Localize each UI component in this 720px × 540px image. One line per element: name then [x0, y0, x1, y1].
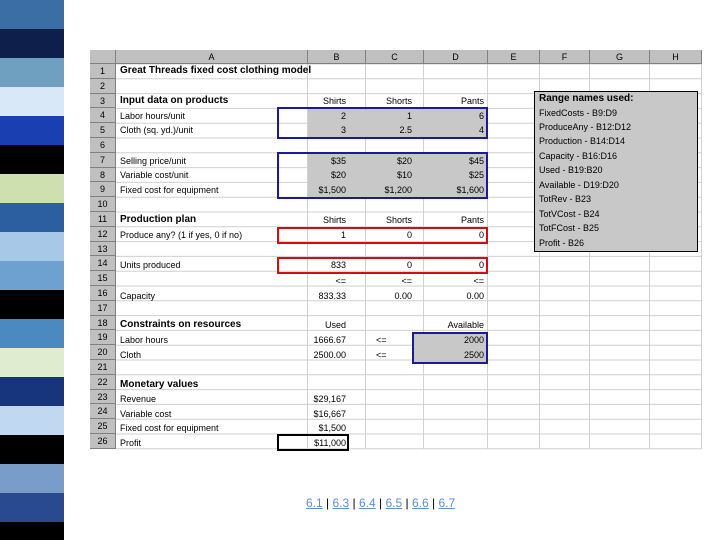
column-header-b[interactable]: B	[308, 50, 366, 64]
footer-nav	[306, 496, 455, 510]
c-cloth-d[interactable]: 2500	[463, 350, 484, 360]
row-header[interactable]: 2	[90, 79, 116, 94]
stripe-block	[0, 435, 64, 464]
units-c[interactable]: 0	[406, 260, 412, 270]
row-header[interactable]: 13	[90, 242, 116, 257]
units-d[interactable]: 0	[478, 260, 484, 270]
plan-header-label[interactable]: Production plan	[120, 214, 197, 225]
row-header[interactable]: 3	[90, 94, 116, 109]
varcost-d[interactable]: $25	[468, 170, 484, 180]
row-header[interactable]: 18	[90, 316, 116, 331]
stripe-block	[0, 87, 64, 116]
range-name-item: TotVCost - B24	[539, 209, 600, 219]
capacity-d[interactable]: 0.00	[466, 291, 484, 301]
c-cloth-label[interactable]: Cloth	[120, 350, 142, 360]
produce-label[interactable]: Produce any? (1 if yes, 0 if no)	[120, 230, 243, 240]
column-header-h[interactable]: H	[650, 50, 702, 64]
row-header[interactable]: 10	[90, 197, 116, 212]
constraints-d[interactable]: Available	[447, 320, 484, 330]
row-header[interactable]: 21	[90, 360, 116, 375]
stripe-block	[0, 174, 64, 203]
le-b[interactable]: <=	[335, 276, 346, 286]
produce-b[interactable]: 1	[340, 230, 346, 240]
capacity-label[interactable]: Capacity	[120, 291, 156, 301]
capacity-b[interactable]: 833.33	[318, 291, 346, 301]
range-name-item: Production - B14:D14	[539, 136, 626, 146]
row-header[interactable]: 5	[90, 123, 116, 138]
input-header-b[interactable]: Shirts	[322, 96, 346, 106]
link-6-3[interactable]: 6.3	[332, 496, 350, 510]
c-labor-label[interactable]: Labor hours	[120, 335, 169, 345]
c-cloth-c[interactable]: <=	[376, 350, 387, 360]
stripe-block	[0, 116, 64, 145]
stripe-block	[0, 261, 64, 290]
labor-c[interactable]: 1	[406, 111, 412, 121]
row-header[interactable]: 14	[90, 256, 116, 271]
stripe-block	[0, 493, 64, 522]
constraints-b[interactable]: Used	[324, 320, 346, 330]
profit-label[interactable]: Profit	[120, 438, 142, 448]
constraints-label[interactable]: Constraints on resources	[120, 319, 242, 330]
row-header[interactable]: 8	[90, 168, 116, 183]
range-names-box	[534, 91, 698, 252]
column-header-a[interactable]: A	[116, 50, 308, 64]
price-c[interactable]: $20	[396, 156, 412, 166]
variable-b[interactable]: $16,667	[313, 409, 346, 419]
row-header[interactable]: 17	[90, 301, 116, 316]
link-6-6[interactable]: 6.6	[412, 496, 429, 510]
row-header[interactable]: 15	[90, 271, 116, 286]
profit-b[interactable]: $11,000	[314, 438, 346, 448]
spreadsheet	[90, 50, 702, 452]
stripe-block	[0, 319, 64, 348]
stripe-block	[0, 464, 64, 493]
stripe-block	[0, 522, 64, 540]
plan-header-d[interactable]: Pants	[460, 215, 484, 225]
le-c[interactable]: <=	[401, 276, 412, 286]
row-header[interactable]: 11	[90, 212, 116, 227]
footer-separator: |	[405, 496, 409, 510]
varcost-c[interactable]: $10	[396, 170, 412, 180]
range-name-item: Capacity - B16:D16	[539, 151, 618, 161]
stripe-block	[0, 29, 64, 58]
stripe-block	[0, 145, 64, 174]
fixed-b[interactable]: $1,500	[318, 423, 346, 433]
fixed-label[interactable]: Fixed cost for equipment	[120, 423, 219, 433]
labor-d[interactable]: 6	[478, 111, 484, 121]
row-header[interactable]: 9	[90, 182, 116, 197]
labor-b[interactable]: 2	[340, 111, 346, 121]
cloth-b[interactable]: 3	[340, 125, 346, 135]
row-header[interactable]: 20	[90, 345, 116, 360]
fixcost-b[interactable]: $1,500	[318, 185, 346, 195]
row-header[interactable]: 26	[90, 434, 116, 449]
variable-label[interactable]: Variable cost	[120, 409, 172, 419]
column-header-c[interactable]: C	[366, 50, 424, 64]
link-6-5[interactable]: 6.5	[385, 496, 403, 510]
units-label[interactable]: Units produced	[120, 260, 181, 270]
le-d[interactable]: <=	[473, 276, 484, 286]
stripe-block	[0, 290, 64, 319]
c-labor-c[interactable]: <=	[376, 335, 387, 345]
stripe-block	[0, 0, 64, 29]
row-header[interactable]: 6	[90, 138, 116, 153]
produce-d[interactable]: 0	[478, 230, 484, 240]
range-name-item: TotFCost - B25	[539, 223, 600, 233]
revenue-b[interactable]: $29,167	[313, 394, 346, 404]
fixcost-label[interactable]: Fixed cost for equipment	[120, 185, 219, 195]
range-names-title: Range names used:	[539, 93, 634, 104]
column-header-f[interactable]: F	[540, 50, 590, 64]
input-header-label[interactable]: Input data on products	[120, 95, 229, 106]
range-name-item: Profit - B26	[539, 238, 585, 248]
footer-separator: |	[432, 496, 436, 510]
fixcost-d[interactable]: $1,600	[456, 185, 484, 195]
price-d[interactable]: $45	[468, 156, 484, 166]
stripe-block	[0, 348, 64, 377]
varcost-label[interactable]: Variable cost/unit	[120, 170, 189, 180]
link-6-7[interactable]: 6.7	[438, 496, 456, 510]
link-6-4[interactable]: 6.4	[359, 496, 376, 510]
row-header[interactable]: 1	[90, 64, 116, 79]
column-header-g[interactable]: G	[590, 50, 650, 64]
footer-separator: |	[326, 496, 330, 510]
link-6-1[interactable]: 6.1	[306, 496, 323, 510]
column-header-d[interactable]: D	[424, 50, 488, 64]
range-name-item: Available - D19:D20	[539, 180, 619, 190]
labor-label[interactable]: Labor hours/unit	[120, 111, 186, 121]
row-header[interactable]: 19	[90, 330, 116, 345]
stripe-block	[0, 203, 64, 232]
column-header-e[interactable]: E	[488, 50, 540, 64]
produce-c[interactable]: 0	[406, 230, 412, 240]
range-name-item: TotRev - B23	[539, 194, 592, 204]
varcost-b[interactable]: $20	[330, 170, 346, 180]
row-header[interactable]: 4	[90, 108, 116, 123]
range-name-item: ProduceAny - B12:D12	[539, 122, 632, 132]
footer-separator: |	[379, 496, 383, 510]
row-header[interactable]: 23	[90, 390, 116, 405]
decorative-stripe	[0, 0, 64, 540]
units-b[interactable]: 833	[330, 260, 346, 270]
cloth-d[interactable]: 4	[478, 125, 484, 135]
capacity-c[interactable]: 0.00	[394, 291, 412, 301]
stripe-block	[0, 406, 64, 435]
range-name-item: Used - B19:B20	[539, 165, 603, 175]
c-cloth-b[interactable]: 2500.00	[313, 350, 346, 360]
price-label[interactable]: Selling price/unit	[120, 156, 187, 166]
monetary-label[interactable]: Monetary values	[120, 379, 199, 390]
footer-separator: |	[352, 496, 356, 510]
cloth-label[interactable]: Cloth (sq. yd.)/unit	[120, 125, 194, 135]
c-labor-b[interactable]: 1666.67	[313, 335, 346, 345]
plan-header-b[interactable]: Shirts	[322, 215, 346, 225]
row-header[interactable]: 22	[90, 375, 116, 390]
range-name-item: FixedCosts - B9:D9	[539, 108, 618, 118]
stripe-block	[0, 232, 64, 261]
input-header-d[interactable]: Pants	[460, 96, 484, 106]
row-header[interactable]: 12	[90, 227, 116, 242]
corner-cell[interactable]	[90, 50, 116, 64]
stripe-block	[0, 58, 64, 87]
fixcost-c[interactable]: $1,200	[384, 185, 412, 195]
row-header[interactable]: 16	[90, 286, 116, 301]
cloth-c[interactable]: 2.5	[399, 125, 412, 135]
stripe-block	[0, 377, 64, 406]
revenue-label[interactable]: Revenue	[120, 394, 157, 404]
c-labor-d[interactable]: 2000	[463, 335, 484, 345]
sheet-title[interactable]: Great Threads fixed cost clothing model	[120, 65, 312, 76]
row-header[interactable]: 7	[90, 153, 116, 168]
row-header[interactable]: 25	[90, 419, 116, 434]
input-header-c[interactable]: Shorts	[385, 96, 412, 106]
row-header[interactable]: 24	[90, 404, 116, 419]
plan-header-c[interactable]: Shorts	[385, 215, 412, 225]
price-b[interactable]: $35	[330, 156, 346, 166]
